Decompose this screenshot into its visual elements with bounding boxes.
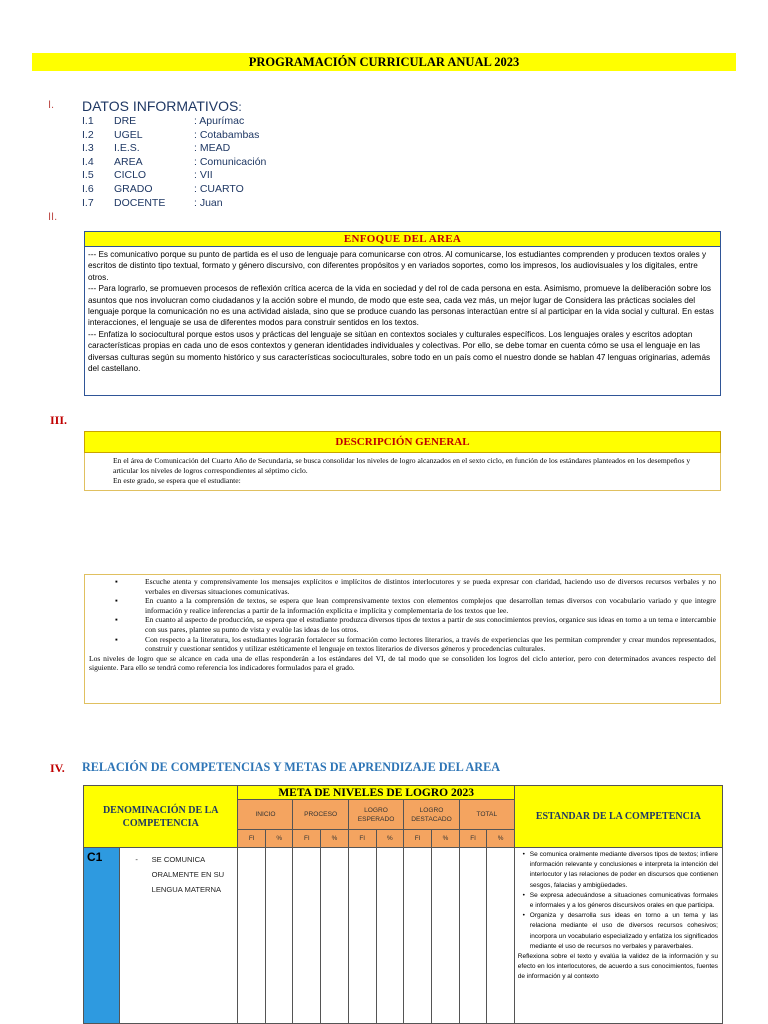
info-number: I.5 — [82, 169, 94, 182]
meta-cell[interactable] — [376, 848, 404, 1024]
descripcion-body — [84, 453, 721, 491]
descripcion-intro-2: En este grado, se espera que el estudiante: — [113, 475, 241, 485]
section-1-title — [82, 98, 242, 114]
section-3-number: III. — [50, 413, 68, 427]
info-number: I.7 — [82, 196, 94, 209]
descripcion-bullet — [89, 615, 716, 634]
level-header: PROCESO — [293, 800, 348, 830]
competencia-name-line: LENGUA MATERNA — [151, 885, 222, 894]
bullet-icon: • — [522, 851, 525, 858]
sub-header-fi: FI — [404, 830, 432, 848]
info-key: I.E.S. — [114, 142, 140, 155]
info-row — [82, 115, 334, 129]
info-number: I.6 — [82, 182, 94, 195]
bullet-icon: ▪ — [115, 634, 118, 644]
enfoque-box — [84, 231, 721, 396]
estandar-tail: Reflexiona sobre el texto y evalúa la validez de la información y su efecto en los interlocutores, de acuerdo a sus conocimientos, fuentes de información y al contexto — [517, 953, 718, 981]
meta-cell[interactable] — [404, 848, 432, 1024]
info-value: : Apurímac — [194, 115, 245, 127]
info-key: UGEL — [114, 128, 143, 141]
info-key: GRADO — [114, 182, 153, 195]
document-title: PROGRAMACIÓN CURRICULAR ANUAL 2023 — [32, 53, 736, 71]
datos-informativos-list — [82, 115, 334, 210]
info-key: CICLO — [114, 169, 147, 182]
section-2-number: II. — [48, 211, 58, 223]
bullet-icon: ▪ — [115, 615, 118, 625]
meta-cell[interactable] — [348, 848, 376, 1024]
info-row — [82, 156, 334, 170]
meta-cell[interactable] — [487, 848, 515, 1024]
competencia-dash: - — [135, 855, 138, 864]
meta-cell[interactable] — [265, 848, 292, 1024]
bullet-icon: • — [522, 912, 525, 920]
sub-header-fi: FI — [293, 830, 321, 848]
enfoque-paragraph: --- Enfatiza lo sociocultural porque estos usos y prácticas del lenguaje se sitúan en contextos sociales y culturales específicos. Los lenguajes orales y escritos adoptan características propias en cada uno de esos contextos y generan identidades individuales y colectivas. Por ello, se debe tomar en cuenta cómo se usa el lenguaje en las diversas culturas según su momento histórico y sus características socioculturales, sobre todo en un país como el nuestro donde se hablan 47 lenguas originarias, además del castellano. — [88, 329, 711, 374]
enfoque-paragraph: --- Para lograrlo, se promueven procesos de reflexión crítica acerca de la vida en sociedad y del rol de cada persona en esta. Asimismo, promueve la deliberación sobre los asuntos que nos involucran como ciudadanos y la acción sobre el mundo, de modo que este sea, cada vez más, un mejor lugar de Considera las prácticas sociales del lenguaje porque la comunicación no es una actividad aislada, sino que se produce cuando las personas interactúan entre sí al participar en la vida social y cultural. En estas interacciones, el lenguaje se usa de diferentes modos para construir sentidos en los textos. — [88, 284, 714, 328]
competencia-code: C1 — [84, 848, 120, 1024]
header-denominacion: DENOMINACIÓN DE LA COMPETENCIA — [84, 786, 238, 848]
estandar-text: Se comunica oralmente mediante diversos tipos de textos; infiere información relevante y conclusiones e interpreta la intención del interlocutor y las relaciones de poder en discursos que contienen sesgos, falacias y ambigüedades. — [529, 851, 718, 889]
enfoque-body — [85, 247, 720, 376]
level-header: LOGRO DESTACADO — [404, 800, 460, 830]
section-1-number: I. — [48, 99, 55, 111]
meta-cell[interactable] — [293, 848, 321, 1024]
info-row — [82, 183, 334, 197]
info-number: I.1 — [82, 115, 94, 127]
info-value: : Juan — [194, 196, 223, 209]
bullet-text: Con respecto a la literatura, los estudiantes lograrán fortalecer su formación como lectores literarios, a través de experiencias que les permitan comprender y crear mundos representados, construir y cuestionar sentidos y utilizar estéticamente el lenguaje en textos literarios de diversos géneros y procedencias culturales. — [145, 634, 716, 654]
info-key: DOCENTE — [114, 196, 166, 209]
info-row — [82, 129, 334, 143]
meta-cell[interactable] — [238, 848, 265, 1024]
level-header: TOTAL — [459, 800, 514, 830]
section-1-title-text: DATOS INFORMATIVOS — [82, 98, 239, 114]
sub-header-fi: FI — [238, 830, 265, 848]
descripcion-bullet — [89, 577, 716, 596]
estandar-text: Se expresa adecuándose a situaciones comunicativas formales e informales y a los géneros discursivos orales en que participa. — [529, 891, 718, 910]
bullet-icon: • — [522, 891, 525, 899]
meta-cell[interactable] — [459, 848, 487, 1024]
sub-header-percent: % — [321, 830, 349, 848]
info-key: AREA — [114, 155, 143, 168]
competencias-table — [83, 785, 723, 1024]
estandar-bullet — [518, 911, 718, 952]
competencia-name — [119, 848, 238, 1024]
header-estandar: ESTANDAR DE LA COMPETENCIA — [514, 786, 722, 848]
descripcion-bullet — [89, 635, 716, 654]
estandar-bullet — [518, 891, 718, 911]
bullet-icon: ▪ — [115, 596, 118, 606]
info-value: : CUARTO — [194, 182, 244, 195]
info-row — [82, 142, 334, 156]
descripcion-closing: Los niveles de logro que se alcance en cada una de ellas responderán a los estándares del VI, de tal modo que se consoliden los logros del ciclo anterior, pero con determinados avances respecto del siguiente. Para ello se tendrá como referencia los indicadores formulados para el grado. — [89, 653, 716, 673]
section-4-title: RELACIÓN DE COMPETENCIAS Y METAS DE APRENDIZAJE DEL AREA — [82, 760, 501, 774]
sub-header-percent: % — [265, 830, 292, 848]
info-value: : Cotabambas — [194, 128, 260, 141]
competencia-name-line: ORALMENTE EN SU — [151, 870, 225, 879]
sub-header-percent: % — [487, 830, 515, 848]
estandar-cell — [514, 848, 722, 1024]
level-header: INICIO — [238, 800, 293, 830]
estandar-text: Organiza y desarrolla sus ideas en torno a un tema y las relaciona mediante el uso de diversos recursos cohesivos; incorpora un vocabulario especializado y enfatiza los significados mediante el uso de recursos no verbales y paraverbales. — [529, 912, 718, 950]
info-row — [82, 169, 334, 183]
bullet-text: En cuanto a la comprensión de textos, se espera que lean comprensivamente textos con elementos complejos que desarrollan temas diversos con vocabulario variado y que integre información y realice inferencias a partir de la información explícita e implícita y complementaria de los textos que lee. — [145, 596, 716, 615]
section-4-number: IV. — [50, 761, 65, 775]
sub-header-percent: % — [432, 830, 460, 848]
descripcion-intro: En el área de Comunicación del Cuarto Año de Secundaria, se busca consolidar los niveles de logro alcanzados en el sexto ciclo, en función de los estándares planteados en los desempeños y articular los niveles de logros correspondientes al séptimo ciclo. — [113, 456, 691, 475]
header-meta-niveles: META DE NIVELES DE LOGRO 2023 — [238, 786, 514, 800]
sub-header-fi: FI — [348, 830, 376, 848]
competencia-name-line: SE COMUNICA — [151, 855, 206, 864]
descripcion-bullet — [89, 596, 716, 615]
descripcion-header: DESCRIPCIÓN GENERAL — [84, 431, 721, 453]
enfoque-paragraph: --- Es comunicativo porque su punto de partida es el uso de lenguaje para comunicarse con otros. Al comunicarse, los estudiantes comprenden y producen textos orales y escritos de distinto tipo textual, formato y género discursivo, con diferentes propósitos y en variados soportes, como los impresos, los audiovisuales y los digitales, entre otros. — [88, 250, 707, 282]
descripcion-bullets-box — [84, 574, 721, 704]
estandar-bullet — [518, 850, 718, 891]
info-key: DRE — [114, 115, 137, 127]
sub-header-fi: FI — [459, 830, 487, 848]
info-number: I.3 — [82, 142, 94, 155]
info-value: : VII — [194, 169, 213, 182]
section-1-title-colon: : — [238, 100, 242, 114]
bullet-text: Escuche atenta y comprensivamente los mensajes explícitos e implícitos de distintos interlocutores y se pueda expresar con claridad, haciendo uso de diversos recursos verbales y no verbales en diversas situaciones comunicativas. — [145, 577, 716, 596]
info-row — [82, 197, 334, 211]
meta-cell[interactable] — [432, 848, 460, 1024]
info-number: I.4 — [82, 155, 94, 168]
sub-header-percent: % — [376, 830, 404, 848]
bullet-icon: ▪ — [115, 577, 118, 586]
meta-cell[interactable] — [321, 848, 349, 1024]
info-value: : Comunicación — [194, 155, 267, 168]
info-value: : MEAD — [194, 142, 231, 155]
bullet-text: En cuanto al aspecto de producción, se espera que el estudiante produzca diversos tipos de textos a partir de sus conocimientos previos, organice sus ideas en torno a un tema e intercambie con sus pares, plantee su punto de vista y evalúe las ideas de los otros. — [145, 615, 716, 634]
info-number: I.2 — [82, 128, 94, 141]
level-header: LOGRO ESPERADO — [348, 800, 403, 830]
enfoque-header: ENFOQUE DEL AREA — [85, 232, 720, 247]
